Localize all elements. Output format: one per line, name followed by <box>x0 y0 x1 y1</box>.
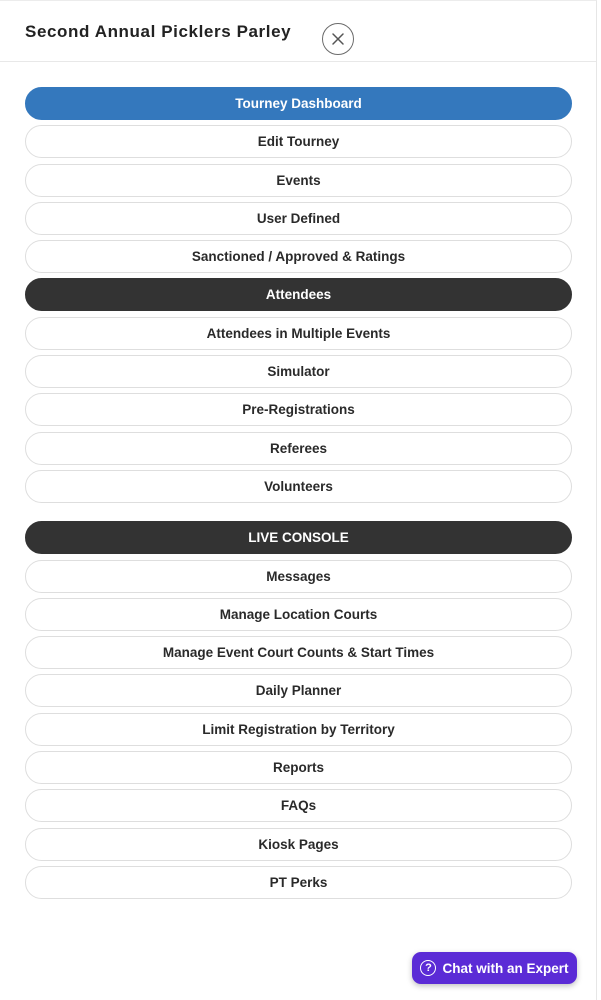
menu-item-edit-tourney[interactable]: Edit Tourney <box>25 125 572 158</box>
menu-item-volunteers[interactable]: Volunteers <box>25 470 572 503</box>
chat-button-label: Chat with an Expert <box>442 960 569 976</box>
close-icon <box>331 32 345 46</box>
menu-item-pt-perks[interactable]: PT Perks <box>25 866 572 899</box>
menu-item-manage-event-court-counts[interactable]: Manage Event Court Counts & Start Times <box>25 636 572 669</box>
menu-item-sanctioned-ratings[interactable]: Sanctioned / Approved & Ratings <box>25 240 572 273</box>
menu-item-tourney-dashboard[interactable]: Tourney Dashboard <box>25 87 572 120</box>
menu-item-events[interactable]: Events <box>25 164 572 197</box>
menu-item-kiosk-pages[interactable]: Kiosk Pages <box>25 828 572 861</box>
close-button[interactable] <box>322 23 354 55</box>
chat-with-expert-button[interactable] <box>412 952 577 984</box>
menu-item-manage-location-courts[interactable]: Manage Location Courts <box>25 598 572 631</box>
menu-item-attendees[interactable]: Attendees <box>25 278 572 311</box>
panel-header <box>0 1 596 62</box>
menu-item-user-defined[interactable]: User Defined <box>25 202 572 235</box>
menu-item-limit-registration-territory[interactable]: Limit Registration by Territory <box>25 713 572 746</box>
question-circle-icon: ? <box>420 960 436 976</box>
page-title: Second Annual Picklers Parley <box>25 22 292 41</box>
tourney-menu <box>25 87 572 904</box>
menu-item-attendees-multiple-events[interactable]: Attendees in Multiple Events <box>25 317 572 350</box>
menu-spacer <box>25 508 572 521</box>
menu-item-messages[interactable]: Messages <box>25 560 572 593</box>
menu-item-faqs[interactable]: FAQs <box>25 789 572 822</box>
menu-item-pre-registrations[interactable]: Pre-Registrations <box>25 393 572 426</box>
menu-item-referees[interactable]: Referees <box>25 432 572 465</box>
menu-item-reports[interactable]: Reports <box>25 751 572 784</box>
menu-item-simulator[interactable]: Simulator <box>25 355 572 388</box>
menu-item-live-console[interactable]: LIVE CONSOLE <box>25 521 572 554</box>
menu-item-daily-planner[interactable]: Daily Planner <box>25 674 572 707</box>
